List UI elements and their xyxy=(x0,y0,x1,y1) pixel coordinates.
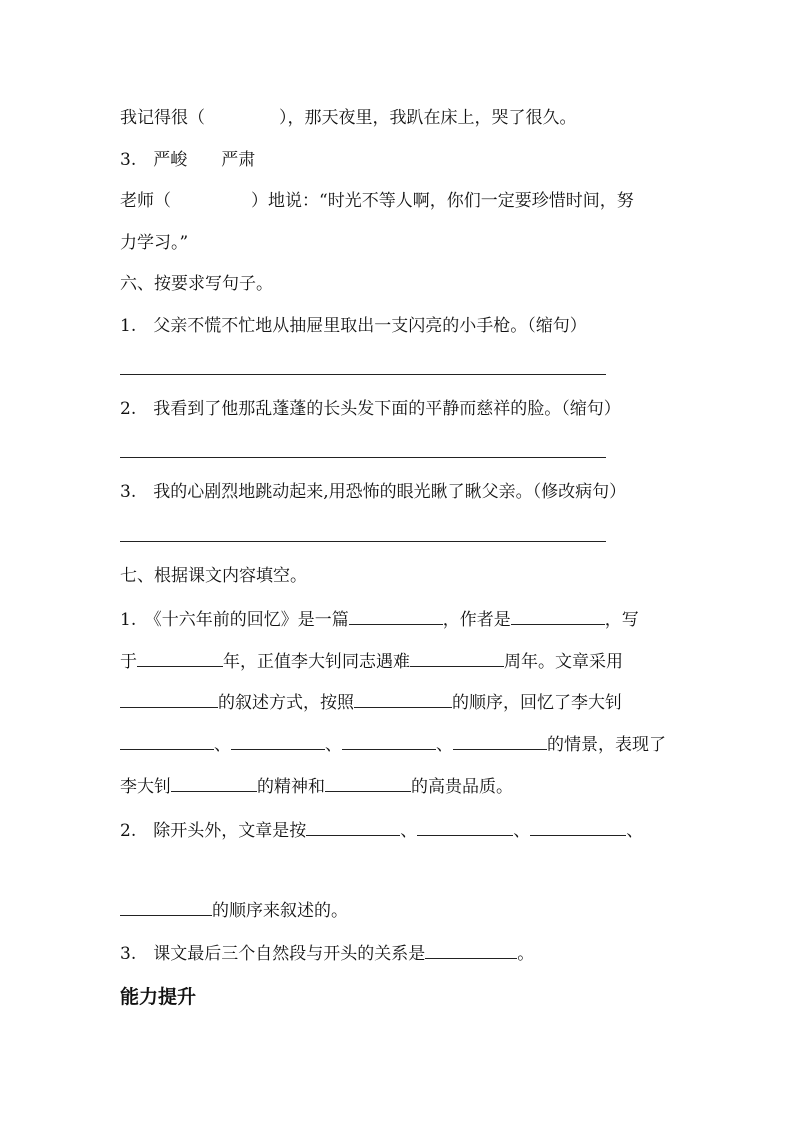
word-pair-3: 3. 严峻 严肃 xyxy=(120,150,256,170)
fill-blank[interactable] xyxy=(137,648,223,667)
fill-blank[interactable] xyxy=(354,689,452,708)
question-7-1 xyxy=(120,606,639,631)
text: 老师（ xyxy=(120,191,171,211)
question-7-2 xyxy=(120,817,643,842)
question-7-1-line2 xyxy=(120,648,623,673)
fill-blank[interactable] xyxy=(325,773,411,792)
fill-blank[interactable] xyxy=(530,817,626,836)
fill-blank[interactable] xyxy=(511,606,605,625)
fill-blank[interactable] xyxy=(120,731,214,750)
text: 我记得很（ xyxy=(120,108,205,128)
text: 2. 除开头外，文章是按 xyxy=(120,821,307,841)
section-7-heading: 七、根据课文内容填空。 xyxy=(120,566,307,586)
text: 的精神和 xyxy=(257,777,325,797)
question-7-3 xyxy=(120,940,534,965)
fill-blank[interactable] xyxy=(349,606,443,625)
text: 、 xyxy=(626,821,644,841)
text: 3. 课文最后三个自然段与开头的关系是 xyxy=(120,944,426,964)
answer-line-6-2[interactable] xyxy=(120,457,606,458)
fill-blank[interactable] xyxy=(120,897,212,916)
text: 年，正值李大钊同志遇难 xyxy=(223,652,410,672)
fill-blank[interactable] xyxy=(425,940,517,959)
text: 李大钊 xyxy=(120,777,171,797)
question-7-1-line5 xyxy=(120,773,513,798)
fill-line-1 xyxy=(120,107,577,129)
text: 的高贵品质。 xyxy=(411,777,513,797)
fill-blank[interactable] xyxy=(171,773,257,792)
text: 的情景，表现了 xyxy=(547,735,666,755)
section-6-heading: 六、按要求写句子。 xyxy=(120,274,273,294)
text: ，写 xyxy=(604,610,639,630)
question-7-1-line3 xyxy=(120,689,622,714)
text: 、 xyxy=(214,735,231,755)
question-7-1-line4 xyxy=(120,731,666,756)
text: 周年。文章采用 xyxy=(504,652,623,672)
text: 的顺序来叙述的。 xyxy=(212,901,348,921)
question-6-1: 1. 父亲不慌不忙地从抽屉里取出一支闪亮的小手枪。（缩句） xyxy=(120,316,587,336)
fill-blank[interactable] xyxy=(417,817,513,836)
text: ），那天夜里，我趴在床上，哭了很久。 xyxy=(279,108,577,128)
fill-blank[interactable] xyxy=(306,817,400,836)
fill-line-3-cont: 力学习。” xyxy=(120,233,189,253)
text: 的叙述方式，按照 xyxy=(218,693,354,713)
fill-blank[interactable] xyxy=(342,731,436,750)
text: 1. 《十六年前的回忆》是一篇 xyxy=(120,610,349,630)
fill-blank[interactable] xyxy=(410,648,504,667)
text: 、 xyxy=(325,735,342,755)
fill-blank[interactable] xyxy=(120,689,218,708)
text: ）地说：“时光不等人啊，你们一定要珍惜时间，努 xyxy=(251,191,634,211)
fill-blank[interactable] xyxy=(231,731,325,750)
text: 的顺序，回忆了李大钊 xyxy=(452,693,622,713)
text: 、 xyxy=(400,821,418,841)
text: 。 xyxy=(517,944,535,964)
text: ，作者是 xyxy=(442,610,511,630)
question-7-2-line2 xyxy=(120,897,348,922)
answer-line-6-3[interactable] xyxy=(120,541,606,542)
section-heading-ability: 能力提升 xyxy=(120,986,197,1008)
text: 、 xyxy=(513,821,531,841)
text: 、 xyxy=(436,735,453,755)
text: 于 xyxy=(120,652,137,672)
fill-blank[interactable] xyxy=(453,731,547,750)
answer-line-6-1[interactable] xyxy=(120,374,606,375)
question-6-2: 2. 我看到了他那乱蓬蓬的长头发下面的平静而慈祥的脸。（缩句） xyxy=(120,399,621,419)
question-6-3: 3. 我的心剧烈地跳动起来,用恐怖的眼光瞅了瞅父亲。（修改病句） xyxy=(120,482,627,502)
fill-line-3 xyxy=(120,190,634,212)
